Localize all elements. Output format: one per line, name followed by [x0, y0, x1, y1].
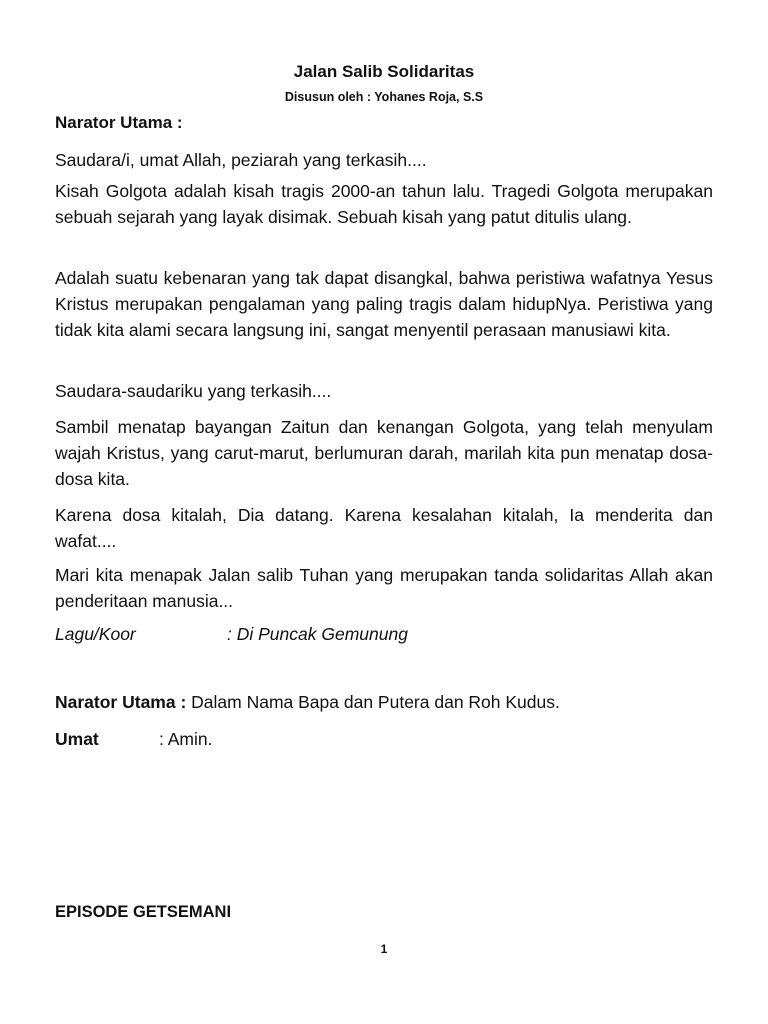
narrator-line	[55, 692, 560, 713]
paragraph-zaitun: Sambil menatap bayangan Zaitun dan kenangan Golgota, yang telah menyulam wajah Kristus, yang carut-marut, berlumuran darah, marilah kita pun menatap dosa-dosa kita.	[55, 417, 713, 489]
paragraph-truth: Adalah suatu kebenaran yang tak dapat disangkal, bahwa peristiwa wafatnya Yesus Kristus merupakan pengalaman yang paling tragis dalam hidupNya. Peristiwa yang tidak kita alami secara langsung ini, sangat menyentil perasaan manusiawi kita.	[55, 268, 713, 340]
umat-label: Umat	[55, 729, 99, 749]
paragraph-sin: Karena dosa kitalah, Dia datang. Karena kesalahan kitalah, Ia menderita dan wafat....	[55, 505, 713, 551]
page-number: 1	[380, 942, 388, 956]
narrator-line-text: Dalam Nama Bapa dan Putera dan Roh Kudus.	[186, 692, 560, 712]
paragraph-greeting: Saudara/i, umat Allah, peziarah yang terkasih....	[55, 150, 427, 170]
episode-heading: EPISODE GETSEMANI	[55, 903, 232, 921]
song-line	[55, 624, 408, 645]
narrator-heading: Narator Utama :	[55, 113, 183, 132]
document-title: Jalan Salib Solidaritas	[293, 62, 475, 81]
paragraph-brethren: Saudara-saudariku yang terkasih....	[55, 381, 332, 401]
document-author: Disusun oleh : Yohanes Roja, S.S	[284, 90, 484, 104]
paragraph-way-of-cross: Mari kita menapak Jalan salib Tuhan yang merupakan tanda solidaritas Allah akan penderitaan manusia...	[55, 565, 713, 611]
umat-line	[55, 729, 213, 750]
song-title: : Di Puncak Gemunung	[227, 624, 408, 644]
song-label: Lagu/Koor	[55, 624, 136, 644]
paragraph-golgota: Kisah Golgota adalah kisah tragis 2000-an tahun lalu. Tragedi Golgota merupakan sebuah sejarah yang layak disimak. Sebuah kisah yang patut ditulis ulang.	[55, 181, 713, 227]
umat-response: : Amin.	[159, 729, 213, 749]
narrator-line-label: Narator Utama :	[55, 692, 187, 712]
